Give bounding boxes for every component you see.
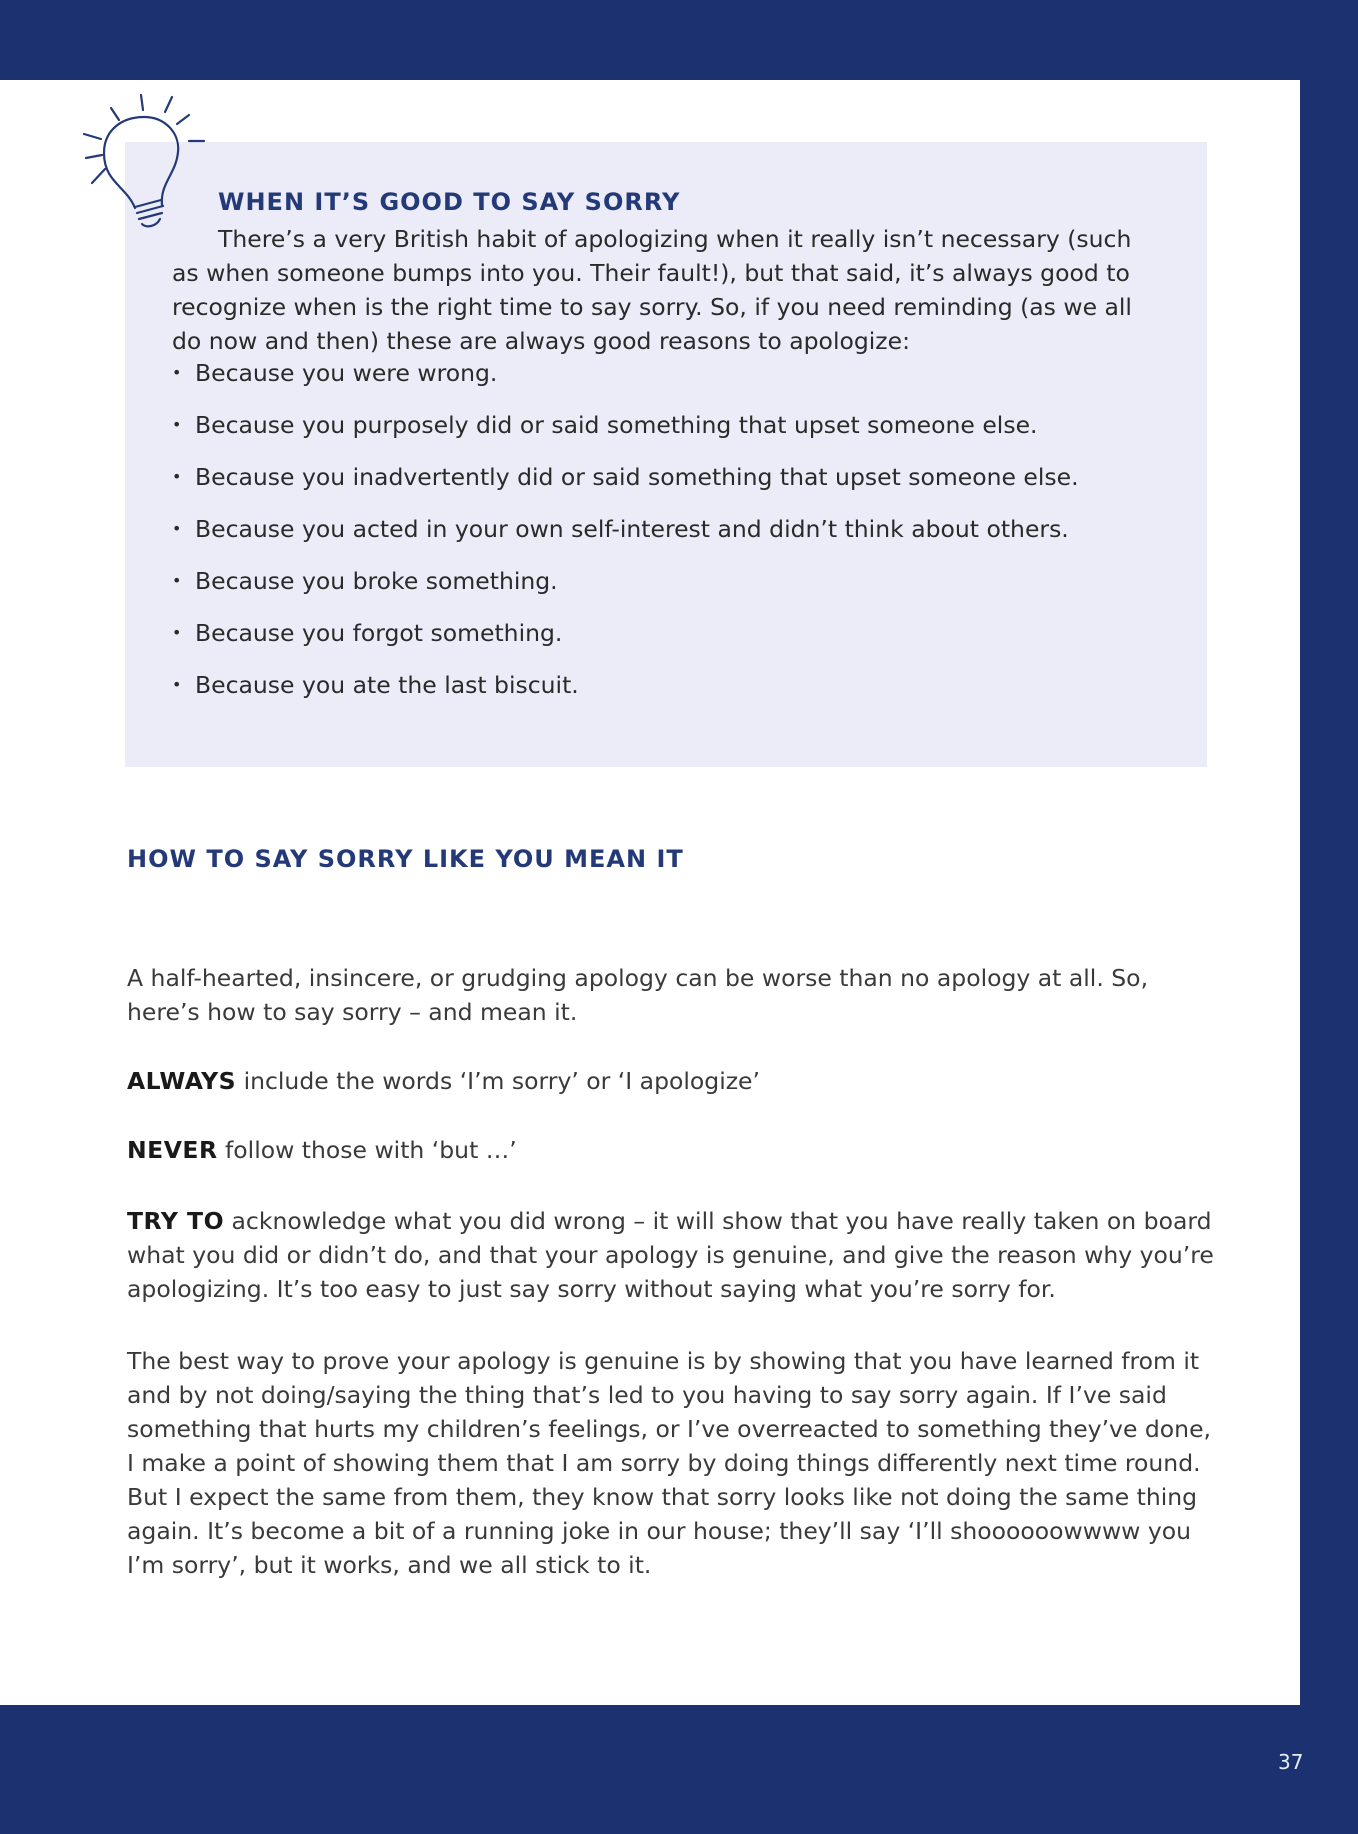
list-item: • Because you acted in your own self-interest and didn’t think about others. (172, 512, 1172, 564)
list-item: • Because you were wrong. (172, 356, 1172, 408)
section-heading: HOW TO SAY SORRY LIKE YOU MEAN IT (127, 845, 684, 873)
tip-intro: There’s a very British habit of apologizing when it really isn’t necessary (such as when someone bumps into you. Their fault!), but that said, it’s always good to recognize when is the right time to say sorry. So, if you need reminding (as we all do now and then) these are always good reasons to apologize: (172, 225, 1132, 355)
list-item: • Because you forgot something. (172, 616, 1172, 668)
section-intro: A half-hearted, insincere, or grudging apology can be worse than no apology at all. So, here’s how to say sorry – and mean it. (127, 964, 1149, 1026)
page-number: 37 (1278, 1750, 1304, 1774)
tip-heading: WHEN IT’S GOOD TO SAY SORRY (218, 188, 681, 216)
try-to-label: TRY TO (127, 1207, 225, 1235)
always-text: include the words ‘I’m sorry’ or ‘I apologize’ (236, 1067, 760, 1095)
list-item: • Because you broke something. (172, 564, 1172, 616)
list-item: • Because you purposely did or said something that upset someone else. (172, 408, 1172, 460)
never-paragraph (127, 1133, 1217, 1167)
list-item: • Because you inadvertently did or said something that upset someone else. (172, 460, 1172, 512)
try-to-text: acknowledge what you did wrong – it will show that you have really taken on board what you did or didn’t do, and that your apology is genuine, and give the reason why you’re apologizing. It’s too easy to just say sorry without saying what you’re sorry for. (127, 1207, 1214, 1303)
never-text: follow those with ‘but …’ (217, 1136, 517, 1164)
try-to-paragraph (127, 1204, 1217, 1306)
lightbulb-icon (74, 90, 224, 240)
always-paragraph (127, 1064, 1217, 1098)
always-label: ALWAYS (127, 1067, 237, 1095)
list-item: • Because you ate the last biscuit. (172, 668, 1172, 720)
closing-paragraph: The best way to prove your apology is genuine is by showing that you have learned from it and by not doing/saying the thing that’s led to you having to say sorry again. If I’ve said something that hurts my children’s feelings, or I’ve overreacted to something they’ve done, I make a point of showing them that I am sorry by doing things differently next time round. But I expect the same from them, they know that sorry looks like not doing the same thing again. It’s become a bit of a running joke in our house; they’ll say ‘I’ll shoooooowwww you I’m sorry’, but it works, and we all stick to it. (127, 1347, 1212, 1579)
never-label: NEVER (127, 1136, 218, 1164)
reasons-list (172, 356, 1172, 720)
